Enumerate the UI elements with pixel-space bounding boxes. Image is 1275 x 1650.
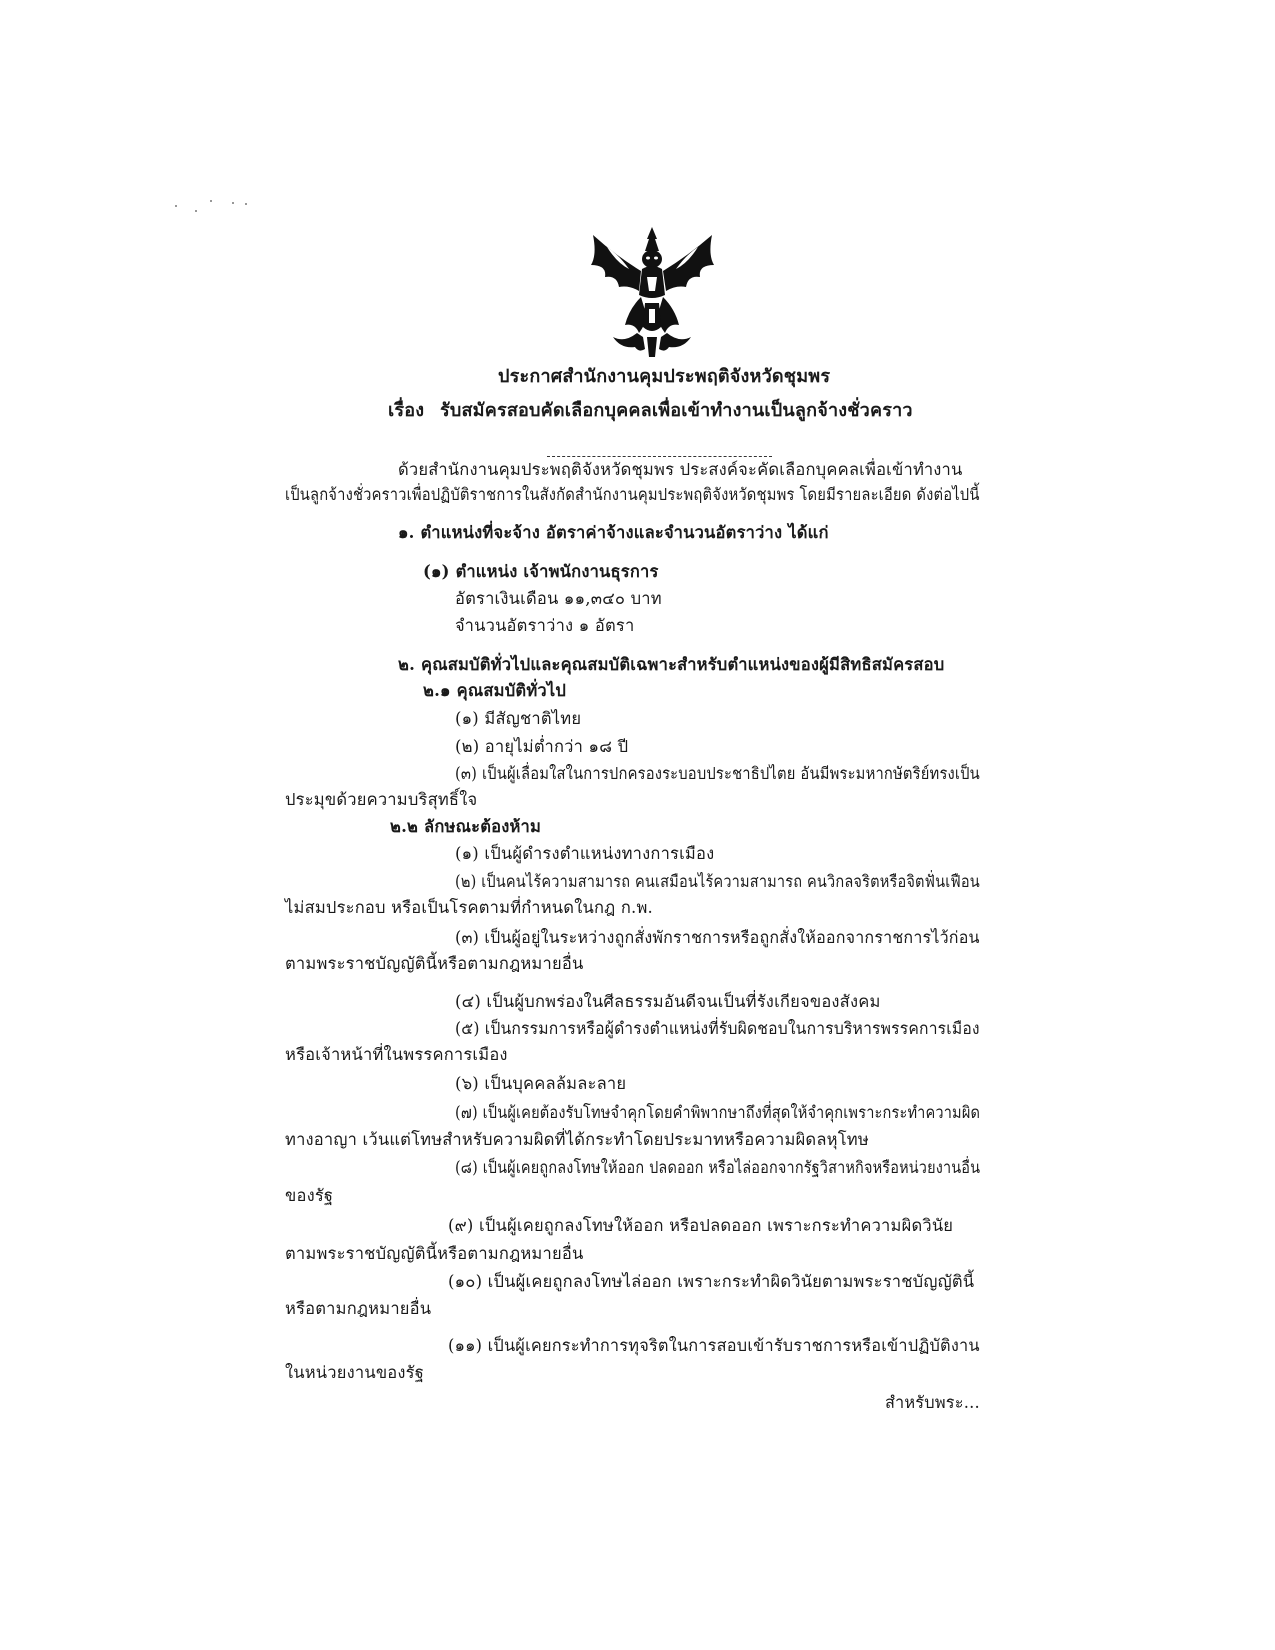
list-item: (๑) มีสัญชาติไทย [455, 709, 582, 728]
vacancy-line: จำนวนอัตราว่าง ๑ อัตรา [455, 616, 635, 635]
list-item: (๑๐) เป็นผู้เคยถูกลงโทษไล่ออก เพราะกระทำผิดวินัยตามพระราชบัญญัตินี้ [448, 1272, 975, 1291]
garuda-emblem-icon [585, 225, 720, 360]
list-item: (๖) เป็นบุคคลล้มละลาย [455, 1074, 627, 1093]
list-item: (๕) เป็นกรรมการหรือผู้ดำรงตำแหน่งที่รับผิดชอบในการบริหารพรรคการเมือง [455, 1019, 980, 1038]
subject-title: รับสมัครสอบคัดเลือกบุคคลเพื่อเข้าทำงานเป็นลูกจ้างชั่วคราว [440, 400, 913, 421]
list-item-continuation: ทางอาญา เว้นแต่โทษสำหรับความผิดที่ได้กระทำโดยประมาทหรือความผิดลหุโทษ [285, 1130, 869, 1149]
list-item-continuation: ตามพระราชบัญญัตินี้หรือตามกฎหมายอื่น [285, 954, 584, 973]
list-item-continuation: ของรัฐ [285, 1186, 334, 1205]
announcement-title: ประกาศสำนักงานคุมประพฤติจังหวัดชุมพร [498, 366, 831, 387]
scan-speck [210, 200, 212, 202]
scan-speck [245, 203, 247, 205]
list-item-continuation: ในหน่วยงานของรัฐ [285, 1363, 425, 1382]
scan-speck [195, 210, 197, 212]
title-divider [547, 456, 772, 457]
scan-speck [232, 202, 234, 204]
list-item-continuation: ตามพระราชบัญญัตินี้หรือตามกฎหมายอื่น [285, 1244, 584, 1263]
section-heading: ๒. คุณสมบัติทั่วไปและคุณสมบัติเฉพาะสำหรับตำแหน่งของผู้มีสิทธิสมัครสอบ [398, 655, 945, 674]
position-title: (๑) ตำแหน่ง เจ้าพนักงานธุรการ [423, 562, 659, 581]
subsection-heading: ๒.๒ ลักษณะต้องห้าม [390, 817, 542, 836]
list-item: (๗) เป็นผู้เคยต้องรับโทษจำคุกโดยคำพิพากษาถึงที่สุดให้จำคุกเพราะกระทำความผิด [455, 1103, 981, 1122]
list-item: (๓) เป็นผู้อยู่ในระหว่างถูกสั่งพักราชการหรือถูกสั่งให้ออกจากราชการไว้ก่อน [455, 928, 980, 947]
list-item: (๑๑) เป็นผู้เคยกระทำการทุจริตในการสอบเข้ารับราชการหรือเข้าปฏิบัติงาน [448, 1336, 980, 1355]
list-item: (๑) เป็นผู้ดำรงตำแหน่งทางการเมือง [455, 844, 715, 863]
list-item: (๘) เป็นผู้เคยถูกลงโทษให้ออก ปลดออก หรือไล่ออกจากรัฐวิสาหกิจหรือหน่วยงานอื่น [455, 1158, 981, 1177]
page-continuation: สำหรับพระ... [885, 1393, 980, 1412]
list-item-continuation: ไม่สมประกอบ หรือเป็นโรคตามที่กำหนดในกฎ ก.พ. [285, 898, 654, 917]
list-item: (๔) เป็นผู้บกพร่องในศีลธรรมอันดีจนเป็นที่รังเกียจของสังคม [455, 992, 881, 1011]
list-item-continuation: หรือเจ้าหน้าที่ในพรรคการเมือง [285, 1045, 508, 1064]
list-item: (๒) เป็นคนไร้ความสามารถ คนเสมือนไร้ความสามารถ คนวิกลจริตหรือจิตฟั่นเฟือน [455, 872, 980, 891]
intro-line: ด้วยสำนักงานคุมประพฤติจังหวัดชุมพร ประสงค์จะคัดเลือกบุคคลเพื่อเข้าทำงาน [398, 460, 963, 479]
intro-line: เป็นลูกจ้างชั่วคราวเพื่อปฏิบัติราชการในสังกัดสำนักงานคุมประพฤติจังหวัดชุมพร โดยมีรายละเอียด ดังต่อไปนี้ [285, 485, 980, 504]
list-item: (๙) เป็นผู้เคยถูกลงโทษให้ออก หรือปลดออก เพราะกระทำความผิดวินัย [448, 1216, 954, 1235]
scan-speck [175, 205, 177, 207]
salary-line: อัตราเงินเดือน ๑๑,๓๔๐ บาท [455, 589, 662, 608]
subject-label: เรื่อง [388, 400, 425, 421]
subsection-heading: ๒.๑ คุณสมบัติทั่วไป [423, 681, 567, 700]
section-heading: ๑. ตำแหน่งที่จะจ้าง อัตราค่าจ้างและจำนวนอัตราว่าง ได้แก่ [398, 523, 829, 542]
list-item-continuation: หรือตามกฎหมายอื่น [285, 1299, 432, 1318]
list-item: (๓) เป็นผู้เลื่อมใสในการปกครองระบอบประชาธิปไตย อันมีพระมหากษัตริย์ทรงเป็น [455, 764, 980, 783]
list-item-continuation: ประมุขด้วยความบริสุทธิ์ใจ [285, 790, 478, 809]
list-item: (๒) อายุไม่ต่ำกว่า ๑๘ ปี [455, 737, 629, 756]
